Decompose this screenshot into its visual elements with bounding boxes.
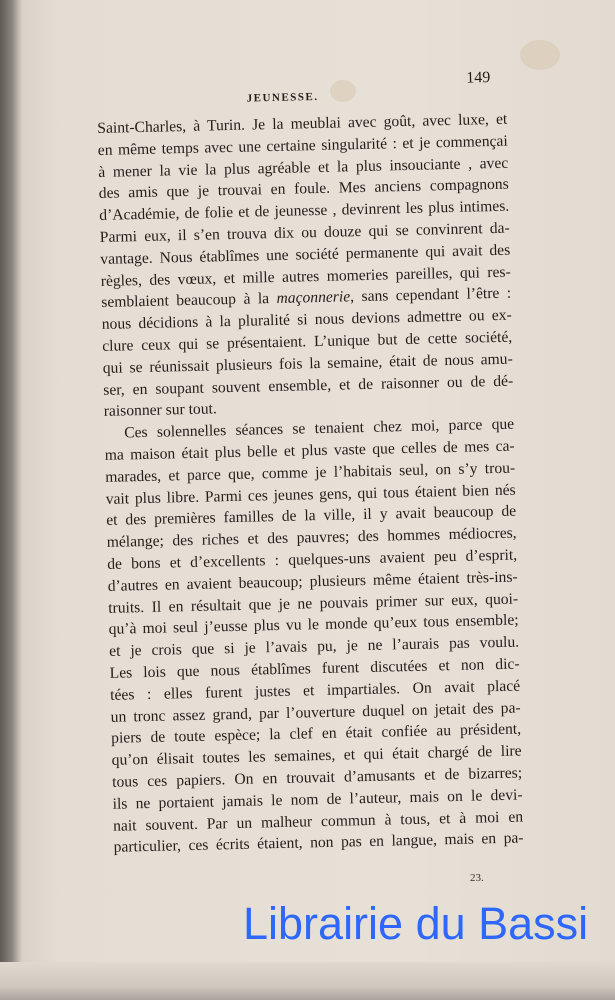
text-line: ma maison était plus belle et plus vaste que celles de mes ca- (104, 437, 515, 464)
text-line: mélange; des riches et des pauvres; des hommes médiocres, (106, 524, 517, 552)
text-line: d’autres en avaient beaucoup; plusieurs même étaient très-ins- (107, 568, 518, 595)
body-text (97, 109, 524, 859)
watermark: Librairie du Bassi (243, 898, 589, 949)
text-line: truits. Il en résultait que je ne pouvais primer sur eux, quoi- (108, 590, 519, 617)
text-line: de bons et d’excellents : quelques-uns avaient peu d’esprit, (107, 546, 518, 573)
page-number: 149 (466, 69, 491, 87)
text-line: Ces solennelles séances se tenaient chez moi, parce que (124, 415, 515, 442)
text-line: et je crois que si je l’avais pu, je ne l’aurais pas voulu. (109, 633, 520, 660)
text-line: clure ceux qui se présentaient. L’unique but de cette société, (102, 328, 513, 355)
text-line: Saint-Charles, à Turin. Je la meublai avec goût, avec luxe, et (97, 110, 508, 137)
running-title: JEUNESSE. (246, 90, 319, 105)
page-bottom-edge (0, 962, 615, 1000)
text-line: règles, des vœux, et mille autres momeries pareilles, qui res- (100, 263, 511, 290)
book-page (96, 61, 524, 859)
text-line: à mener la vie la plus agréable et la plus insouciante , avec (98, 154, 509, 181)
text-line: vait plus libre. Parmi ces jeunes gens, qui tous étaient bien nés (105, 481, 516, 508)
text-line: piers de toute espèce; la clef en était confiée au président, (110, 720, 522, 748)
text-line: d’Académie, de folie et de jeunesse , devinrent les plus intimes. (99, 197, 510, 225)
text-line: qu’on élisait toutes les semaines, et qui était chargé de lire (111, 742, 522, 769)
text-line: nous décidions à la pluralité si nous devions admettre ou ex- (101, 306, 512, 334)
text-line: des amis que je trouvai en foule. Mes anciens compagnons (98, 176, 509, 203)
text-line: semblaient beaucoup à la maçonnerie, sans cependant l’être : (101, 285, 512, 312)
text-line: qui se réunissait plusieurs fois la semaine, était de nous amu- (102, 350, 513, 377)
text-line: vantage. Nous établîmes une société permanente qui avait des (100, 241, 511, 268)
text-line: Les lois que nous établîmes furent discutées et non dic- (109, 655, 520, 682)
text-line: ser, en soupant souvent ensemble, et de raisonner ou de dé- (103, 372, 514, 399)
text-line: tous ces papiers. On en trouvait d’amusants et de bizarres; (111, 764, 523, 791)
text-line: un tronc assez grand, par l’ouverture duquel on jetait des pa- (110, 699, 521, 726)
text-line: particulier, ces écrits étaient, non pas en langue, mais en pa- (113, 829, 524, 857)
italic-word: maçonnerie (276, 288, 351, 308)
text-line: nait souvent. Par un malheur commun à tous, et à moi en (112, 808, 524, 835)
running-header (96, 61, 507, 118)
paper-stain (520, 40, 560, 70)
text-line: tées : elles furent justes et impartiales. On avait placé (109, 677, 521, 704)
text-line: raisonner sur tout. (103, 400, 217, 421)
text-line: et des premières familles de la ville, il y avait beaucoup de (106, 502, 517, 530)
text-line: en même temps avec une certaine singularité : et je commençai (97, 132, 508, 159)
text-line: Parmi eux, il s’en trouva dix ou douze qui se convinrent da- (99, 219, 510, 246)
text-line: ils ne portaient jamais le nom de l’auteur, mais on le devi- (112, 786, 523, 813)
text-line: qu’à moi seul j’eusse plus vu le monde qu’eux tous ensemble; (108, 611, 519, 639)
text-line: marades, et parce que, comme je l’habitais seul, on s’y trou- (105, 459, 516, 486)
signature-mark: 23. (470, 872, 484, 884)
